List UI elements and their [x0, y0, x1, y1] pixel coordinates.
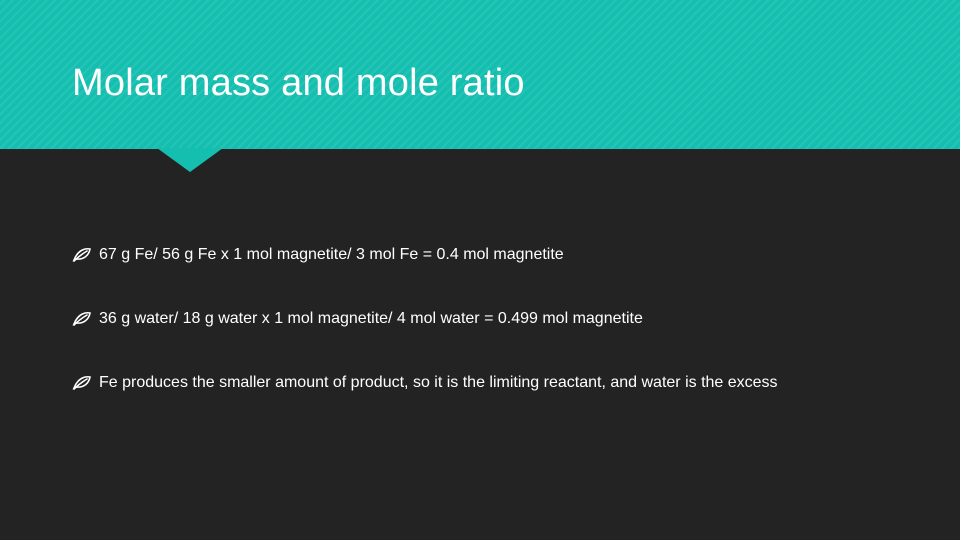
slide-title: Molar mass and mole ratio [72, 62, 525, 104]
leaf-icon [72, 311, 92, 327]
bullet-item [72, 308, 778, 330]
bullet-text: 67 g Fe/ 56 g Fe x 1 mol magnetite/ 3 mol Fe = 0.4 mol magnetite [99, 246, 564, 263]
bullet-list [72, 244, 778, 436]
bullet-text: Fe produces the smaller amount of product, so it is the limiting reactant, and water is the excess [99, 374, 778, 391]
bullet-item [72, 244, 778, 266]
leaf-icon [72, 375, 92, 391]
leaf-icon [72, 247, 92, 263]
title-notch [157, 148, 223, 172]
bullet-item [72, 372, 778, 394]
bullet-text: 36 g water/ 18 g water x 1 mol magnetite/ 4 mol water = 0.499 mol magnetite [99, 310, 643, 327]
